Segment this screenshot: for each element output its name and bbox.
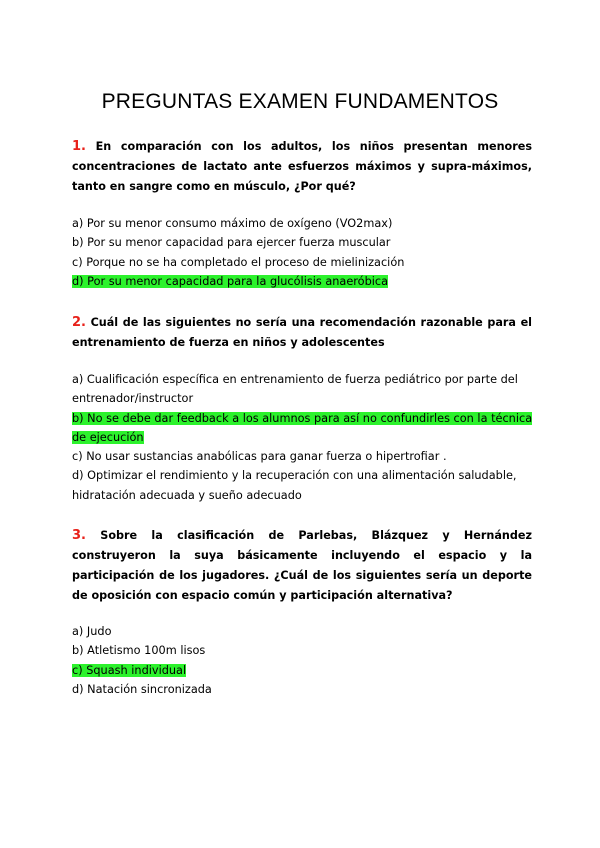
answer-option: a) Por su menor consumo máximo de oxígeno (VO2max) <box>72 217 393 230</box>
answer-option: c) Porque no se ha completado el proceso de mielinización <box>72 255 405 269</box>
question-2-text <box>72 313 532 353</box>
question-number: 2. <box>72 315 86 330</box>
answer-option: d) Optimizar el rendimiento y la recuperación con una alimentación saludable, hidratación adecuada y sueño adecuado <box>72 469 517 502</box>
question-number: 3. <box>72 528 86 543</box>
question-stem: Sobre la clasificación de Parlebas, Blázquez y Hernández construyeron la suya básicamente incluyendo el espacio y la participación de los jugadores. ¿Cuál de los siguientes sería un deporte de oposición con espacio común y participación alternativa? <box>72 529 532 602</box>
answer-option-correct: d) Por su menor capacidad para la glucólisis anaeróbica <box>72 274 389 288</box>
question-stem: Cuál de las siguientes no sería una recomendación razonable para el entrenamiento de fuerza en niños y adolescentes <box>72 316 532 349</box>
answer-option: c) No usar sustancias anabólicas para ganar fuerza o hipertrofiar . <box>72 450 447 464</box>
answer-option: b) Por su menor capacidad para ejercer fuerza muscular <box>72 236 391 250</box>
question-1-options <box>72 214 534 291</box>
answer-option: a) Cualificación específica en entrenamiento de fuerza pediátrico por parte del entrenador/instructor <box>72 373 518 406</box>
answer-option: d) Natación sincronizada <box>72 682 212 696</box>
question-3-text <box>72 526 532 606</box>
question-3-options <box>72 622 534 699</box>
question-stem: En comparación con los adultos, los niños presentan menores concentraciones de lactato ante esfuerzos máximos y supra-máximos, tanto en sangre como en músculo, ¿Por qué? <box>72 140 532 193</box>
question-1-text <box>72 137 532 197</box>
answer-option: b) Atletismo 100m lisos <box>72 644 206 658</box>
question-2-options <box>72 370 534 505</box>
question-number: 1. <box>72 139 86 154</box>
answer-option-correct: b) No se debe dar feedback a los alumnos para así no confundirles con la técnica de ejecución <box>72 411 533 444</box>
answer-option-correct: c) Squash individual <box>72 663 187 677</box>
answer-option: a) Judo <box>72 625 112 638</box>
page-title: PREGUNTAS EXAMEN FUNDAMENTOS <box>101 90 499 113</box>
